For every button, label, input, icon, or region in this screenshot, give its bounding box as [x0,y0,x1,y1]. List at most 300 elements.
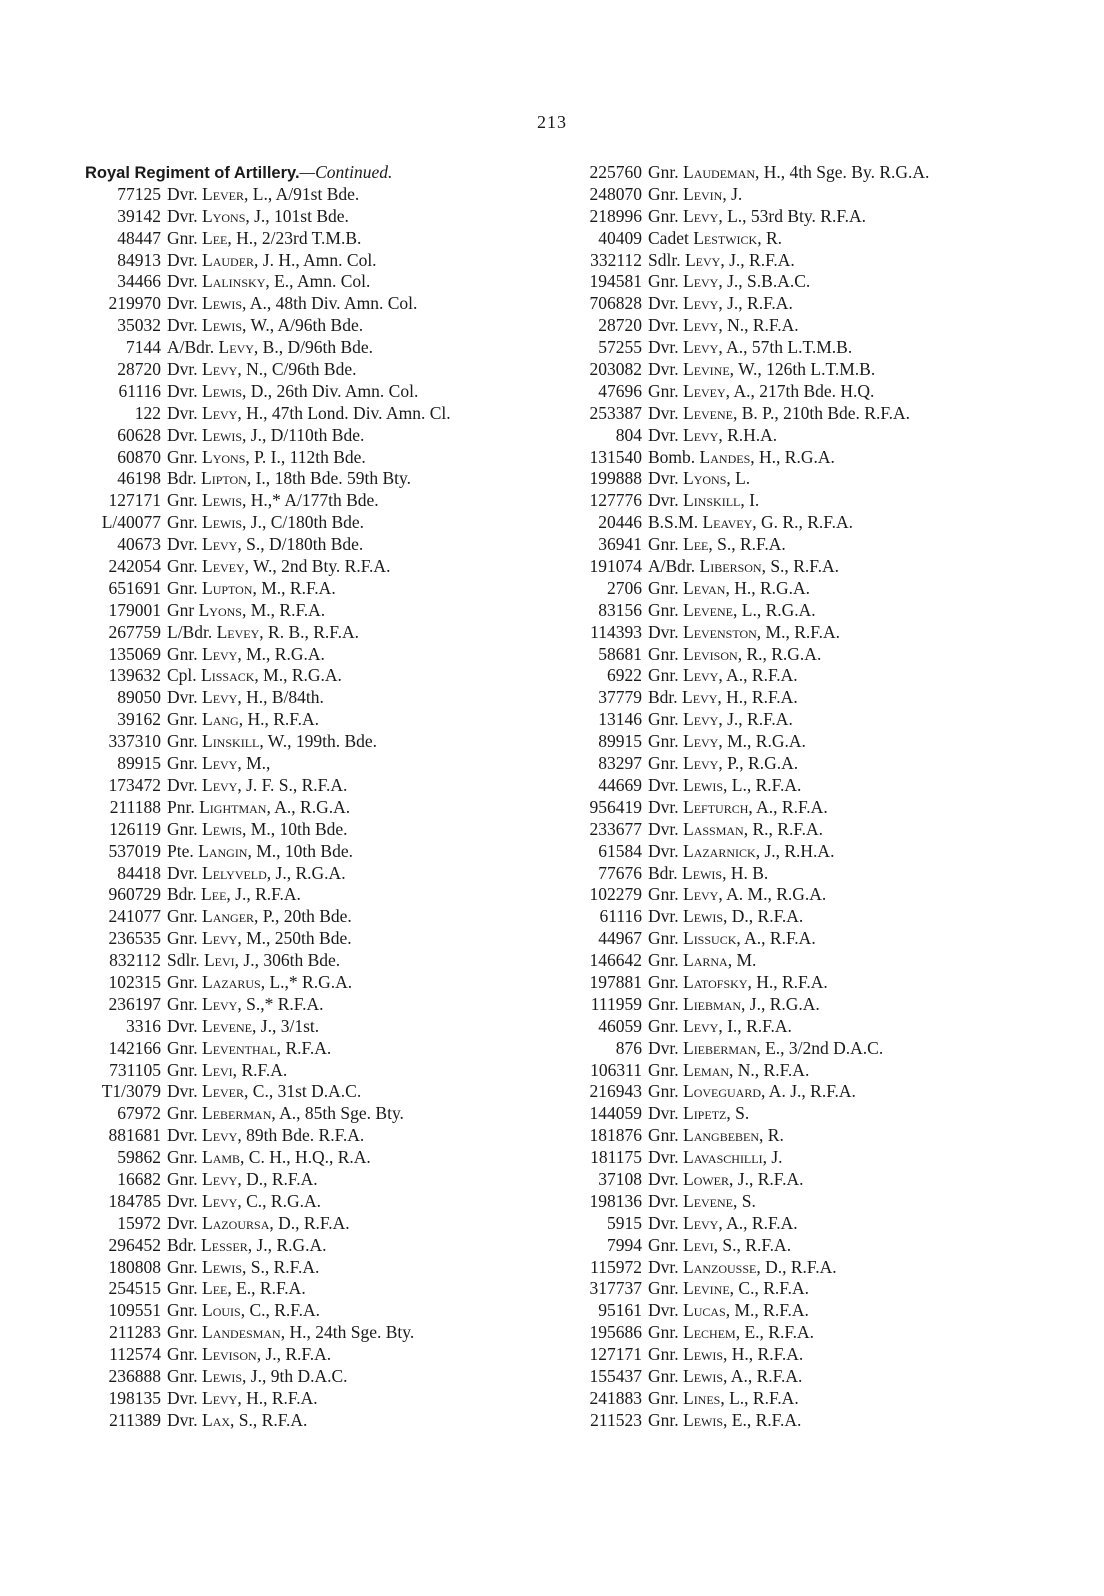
soldier-name: Levy, S., [202,534,265,555]
entry-text [648,1388,1030,1410]
entry-text [167,1060,540,1082]
entry-text [167,578,540,600]
unit: 217th Bde. H.Q. [759,380,875,401]
entry-text [167,863,540,885]
entry-text [648,359,1030,381]
service-number: 112574 [109,1344,161,1365]
rank: Gnr. [648,1278,679,1299]
rank: Dvr. [648,1147,679,1168]
soldier-name: Lieberman, E., [683,1037,785,1058]
service-number: 337310 [108,731,161,752]
service-number: 102315 [108,971,161,992]
rank: Dvr. [167,249,198,270]
unit: R.F.A. [747,293,793,314]
entry-text [648,1410,1030,1432]
service-number: 7144 [126,337,161,358]
soldier-name: Lewis, J., [202,1365,267,1386]
entry-row [560,1103,1030,1125]
entry-text [648,271,1030,293]
rank: Gnr. [167,446,198,467]
entry-row [560,534,1030,556]
entry-row [560,600,1030,622]
rank: Gnr. [167,993,198,1014]
service-number: 881681 [108,1125,161,1146]
unit: D/96th Bde. [287,337,374,358]
soldier-name: Lang, H., [202,709,269,730]
soldier-name: Lewis, J., [202,424,267,445]
service-number: 115972 [590,1256,642,1277]
rank: Dvr. [167,402,198,423]
entry-text [648,906,1030,928]
unit: R.F.A. [755,774,802,795]
soldier-name: Lyons, L. [683,468,751,489]
service-number: 20446 [598,512,642,533]
soldier-name: Lazarus, L.,* [202,971,298,992]
entry-row [85,819,540,841]
service-number: 3316 [126,1015,161,1036]
entry-text [167,665,540,687]
service-number: 233677 [589,818,642,839]
soldier-name: Levin, J. [683,183,743,204]
soldier-name: Lestwick, R. [693,227,783,248]
unit: 2nd Bty. R.F.A. [281,556,391,577]
entry-text [167,556,540,578]
soldier-name: Levy, I., [683,1015,742,1036]
service-number: 122 [134,402,161,423]
unit: R.F.A. [285,1037,332,1058]
soldier-name: Louis, C., [202,1300,270,1321]
soldier-name: Lewis, H., [683,1344,754,1365]
entry-row [85,1322,540,1344]
rank: Gnr. [167,709,198,730]
unit: C/96th Bde. [271,359,357,380]
soldier-name: Lever, C., [202,1081,274,1102]
soldier-name: Levy, A., [683,337,748,358]
rank: Gnr. [167,1344,198,1365]
soldier-name: Levi, [202,1059,238,1080]
entry-row [560,490,1030,512]
service-number: 39142 [117,205,161,226]
service-number: 876 [615,1037,642,1058]
service-number: 126119 [109,818,161,839]
service-number: 36941 [598,534,642,555]
rank: Dvr. [167,1125,198,1146]
unit: 48th Div. Amn. Col. [275,293,418,314]
entry-text [167,972,540,994]
entry-row [560,753,1030,775]
rank: Dvr. [167,1212,198,1233]
service-number: 37779 [598,687,642,708]
entry-text [648,1081,1030,1103]
rank: Dvr. [648,468,679,489]
entry-text [648,206,1030,228]
service-number: 180808 [108,1256,161,1277]
entry-row [85,1213,540,1235]
unit: 210th Bde. R.F.A. [783,402,911,423]
entry-text [167,1125,540,1147]
service-number: 77676 [598,862,642,883]
entry-row [85,293,540,315]
soldier-name: Langbeben, R. [683,1125,784,1146]
unit: 10th Bde. [279,818,348,839]
service-number: 537019 [108,840,161,861]
entry-row [85,600,540,622]
rank: Gnr. [648,1365,679,1386]
service-number: 267759 [108,621,161,642]
service-number: 6922 [607,665,642,686]
rank: Dvr. [648,840,679,861]
entry-text [167,1300,540,1322]
service-number: 89915 [117,753,161,774]
entry-row [85,490,540,512]
service-number: 241883 [589,1387,642,1408]
service-number: 706828 [589,293,642,314]
entry-text [648,184,1030,206]
entry-text [648,644,1030,666]
rank: Gnr. [648,271,679,292]
entry-text [167,775,540,797]
service-number: 67972 [117,1103,161,1124]
soldier-name: Levi, S., [683,1234,741,1255]
entry-text [167,731,540,753]
entry-row [85,556,540,578]
unit: R.G.A. [291,665,342,686]
soldier-name: Levy, M., [202,928,271,949]
service-number: 106311 [590,1059,642,1080]
unit: R.F.A. [746,1015,792,1036]
unit: 26th Div. Amn. Col. [276,380,419,401]
unit: 112th Bde. [289,446,366,467]
entry-text [648,863,1030,885]
rank: Bdr. [648,687,678,708]
rank: Dvr. [648,1212,679,1233]
service-number: 109551 [108,1300,161,1321]
entry-text [648,447,1030,469]
entry-text [648,994,1030,1016]
soldier-name: Levy, M., [202,753,271,774]
service-number: 236197 [108,993,161,1014]
entry-text [167,622,540,644]
service-number: 44669 [598,774,642,795]
rank: Gnr. [648,731,679,752]
service-number: 5915 [607,1212,642,1233]
entry-text [167,600,540,622]
entry-text [167,819,540,841]
unit: 199th. Bde. [295,731,378,752]
service-number: 173472 [108,774,161,795]
entry-row [560,578,1030,600]
entry-row [85,1060,540,1082]
entry-row [85,184,540,206]
entry-row [85,1147,540,1169]
entry-text [648,1191,1030,1213]
rank: Cpl. [167,665,197,686]
entry-row [560,665,1030,687]
entry-text [648,1038,1030,1060]
service-number: L/40077 [101,512,161,533]
rank: Bdr. [167,884,197,905]
rank: Gnr. [648,1234,679,1255]
entry-row [560,512,1030,534]
entry-text [167,1388,540,1410]
soldier-name: Levy, [683,424,723,445]
soldier-name: Levy, P., [683,753,744,774]
entry-text [167,1278,540,1300]
entry-row [85,753,540,775]
rank: Pnr. [167,796,195,817]
service-number: 89050 [117,687,161,708]
rank: Gnr. [167,643,198,664]
soldier-name: Levenston, M., [683,621,790,642]
rank: L/Bdr. [167,621,213,642]
soldier-name: Lever, L., [202,183,273,204]
entry-row [560,184,1030,206]
soldier-name: Levy, H., [202,687,268,708]
service-number: 296452 [108,1234,161,1255]
service-number: 34466 [117,271,161,292]
unit: R.F.A. [755,1409,802,1430]
entry-row [560,315,1030,337]
entry-text [648,315,1030,337]
entry-text [167,1103,540,1125]
service-number: 804 [615,424,642,445]
entry-text [167,403,540,425]
service-number: 89915 [598,731,642,752]
entry-text [648,512,1030,534]
service-number: 225760 [589,162,642,182]
soldier-name: Lucas, M., [683,1300,759,1321]
unit: R.F.A. [781,796,828,817]
service-number: 195686 [589,1322,642,1343]
unit: R.F.A. [274,1300,321,1321]
entry-row [560,381,1030,403]
rank: Dvr. [648,1103,679,1124]
soldier-name: Lewis, D., [683,906,754,927]
entry-text [648,162,1030,184]
entry-row [560,1410,1030,1432]
service-number: 219970 [108,293,161,314]
rank: A/Bdr. [167,337,215,358]
service-number: 956419 [589,796,642,817]
rank: Bdr. [648,862,678,883]
entry-row [85,687,540,709]
soldier-name: Linskill, I. [683,490,760,511]
entry-row [85,337,540,359]
unit: R.F.A. [794,621,841,642]
service-number: 16682 [117,1168,161,1189]
soldier-name: Levy, J., [683,709,743,730]
service-number: 83156 [598,599,642,620]
entry-row [85,315,540,337]
rank: Dvr. [648,906,679,927]
entry-row [560,1060,1030,1082]
entry-row [85,1366,540,1388]
soldier-name: Lee, J., [201,884,251,905]
entry-row [560,928,1030,950]
rank: Gnr. [167,227,198,248]
entry-text [167,1081,540,1103]
service-number: 59862 [117,1147,161,1168]
unit: A/177th Bde. [284,490,379,511]
rank: Dvr. [167,380,198,401]
soldier-name: Levy, [202,1125,242,1146]
rank: Gnr. [167,1365,198,1386]
unit: 20th Bde. [283,906,352,927]
unit: R.F.A. [255,884,301,905]
rank: Gnr. [648,162,679,182]
entry-row [560,1300,1030,1322]
unit: R.G.A. [748,753,799,774]
service-number: 46059 [598,1015,642,1036]
entry-text [648,1169,1030,1191]
unit: R.F.A. [763,1059,810,1080]
service-number: 184785 [108,1190,161,1211]
entry-row [560,425,1030,447]
service-number: 57255 [598,337,642,358]
soldier-name: Lyons, M., [198,599,276,620]
entry-text [648,775,1030,797]
unit: R.F.A. [277,993,324,1014]
unit: R.F.A. [752,1387,799,1408]
soldier-name: Levey, R. B., [216,621,309,642]
soldier-name: Laudeman, H., [683,162,786,182]
entry-row [560,884,1030,906]
unit: R.G.A. [771,643,822,664]
entry-text [648,841,1030,863]
unit: R.F.A. [777,818,824,839]
entry-row [85,468,540,490]
entry-row [560,1235,1030,1257]
service-number: 135069 [108,643,161,664]
service-number: 144059 [589,1103,642,1124]
rank: Gnr. [648,534,679,555]
entry-row [85,1125,540,1147]
service-number: 102279 [589,884,642,905]
unit: R.F.A. [752,315,799,336]
unit: 18th Bde. 59th Bty. [274,468,411,489]
service-number: 248070 [589,183,642,204]
soldier-name: Lamb, C. H., [202,1147,291,1168]
rank: Dvr. [167,315,198,336]
service-number: 15972 [117,1212,161,1233]
soldier-name: Lewis, A., [683,1365,753,1386]
entry-row [85,1257,540,1279]
soldier-name: Lewis, S., [202,1256,270,1277]
soldier-name: Lissuck, A., [683,928,766,949]
soldier-name: Levy, S.,* [202,993,274,1014]
rank: Gnr. [167,1256,198,1277]
soldier-name: Langin, M., [198,840,281,861]
soldier-name: Lipton, I., [201,468,271,489]
rank: Gnr. [167,1322,198,1343]
entry-row [560,709,1030,731]
entry-text [167,687,540,709]
entry-row [560,447,1030,469]
entry-text [648,731,1030,753]
rank: Dvr. [648,315,679,336]
soldier-name: Liebman, J., [683,993,766,1014]
entry-text [167,206,540,228]
entry-row [560,1322,1030,1344]
rank: Gnr. [648,709,679,730]
service-number: 61116 [599,906,642,927]
entry-row [85,950,540,972]
soldier-name: Linskill, W., [202,731,292,752]
unit: R.F.A. [739,534,786,555]
unit: R.G.A. [274,643,325,664]
rank: Gnr. [167,1059,198,1080]
rank: Gnr. [648,380,679,401]
entry-row [85,578,540,600]
entry-text [167,228,540,250]
unit: R.F.A. [273,1256,320,1277]
left-entry-list [85,184,540,1432]
entry-row [85,381,540,403]
rank: Dvr. [167,183,198,204]
unit: 126th L.T.M.B. [766,359,876,380]
entry-row [560,819,1030,841]
unit: R.F.A. [271,1168,318,1189]
unit: R.G.A. [776,884,827,905]
entry-text [167,928,540,950]
service-number: 127776 [589,490,642,511]
entry-row [560,293,1030,315]
soldier-name: Leberman, A., [202,1103,301,1124]
entry-text [167,425,540,447]
service-number: 131540 [589,446,642,467]
soldier-name: Leavey, G. R., [702,512,803,533]
entry-row [85,644,540,666]
entry-row [85,709,540,731]
soldier-name: Lauder, J. [202,249,274,270]
service-number: 198135 [108,1387,161,1408]
entry-row [85,731,540,753]
service-number: 28720 [598,315,642,336]
entry-row [85,906,540,928]
entry-text [167,1410,540,1432]
right-column [560,162,1030,1432]
soldier-name: Lechem, E., [683,1322,764,1343]
entry-text [648,1213,1030,1235]
rank: Dvr. [648,818,679,839]
entry-text [167,447,540,469]
entry-row [85,1103,540,1125]
soldier-name: Liberson, S., [699,556,789,577]
unit: R.F.A. [757,1168,804,1189]
rank: Gnr. [167,1300,198,1321]
entry-row [560,250,1030,272]
service-number: 7994 [607,1234,642,1255]
rank: Dvr. [167,534,198,555]
unit: R.F.A. [793,556,839,577]
entry-row [85,228,540,250]
rank: Dvr. [648,1168,679,1189]
entry-row [560,1147,1030,1169]
soldier-name: Lewis, H. B. [682,862,769,883]
section-heading [85,162,540,184]
unit: R.F.A. [768,1322,815,1343]
entry-text [648,1300,1030,1322]
entry-text [648,228,1030,250]
soldier-name: Levey, A., [683,380,755,401]
rank: Dvr. [648,1037,679,1058]
entry-text [167,1235,540,1257]
service-number: 198136 [589,1190,642,1211]
soldier-name: Lightman, A., [199,796,296,817]
entry-row [560,950,1030,972]
soldier-name: Lines, L., [683,1387,749,1408]
soldier-name: Landes, H., [699,446,781,467]
